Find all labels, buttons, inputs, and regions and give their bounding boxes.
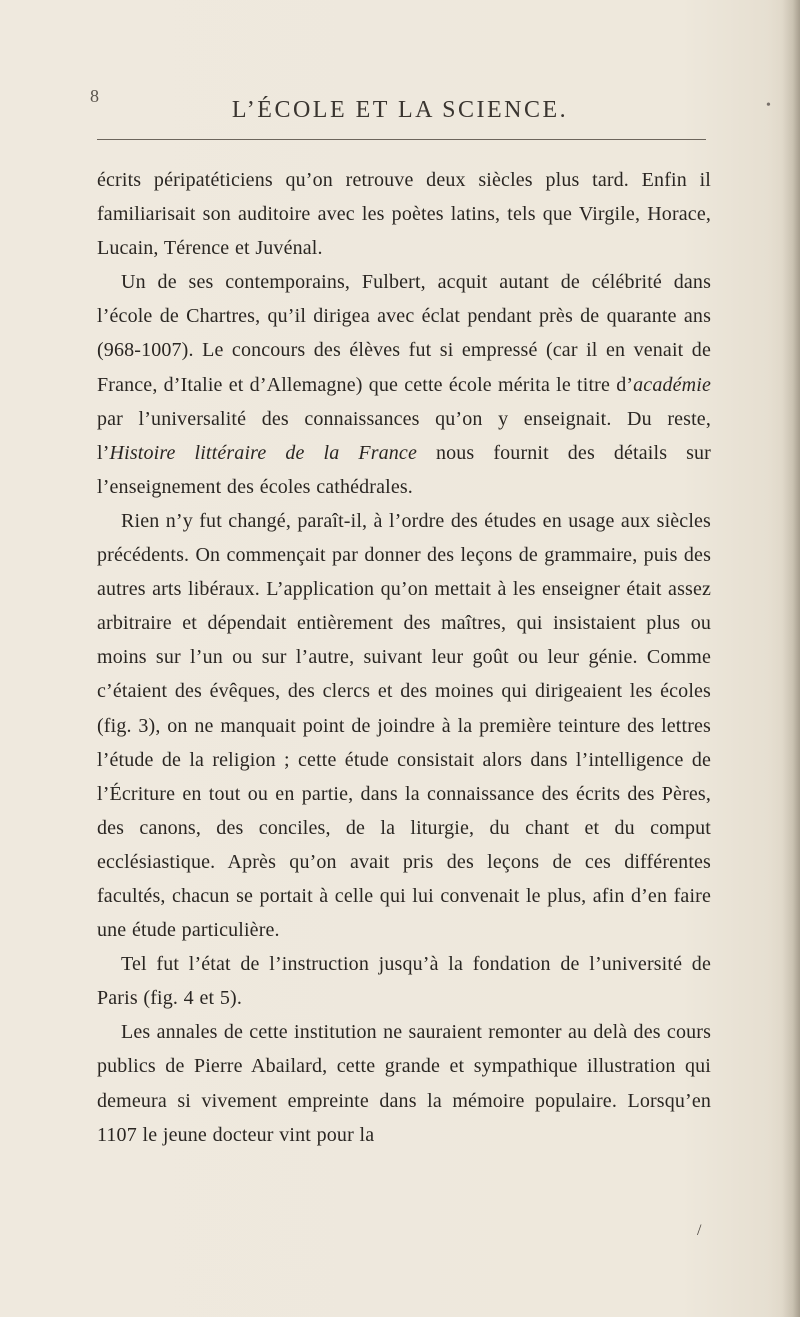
paragraph-text: Les annales de cette institution ne sauraient remonter au delà des cours publics de Pierre Abailard, cette grande et sympathique illustration qui demeura si vivement empreinte dans la mémoire populaire. Lorsqu’en 1107 le jeune docteur vint pour la bbox=[97, 1021, 711, 1146]
header-dot: • bbox=[766, 98, 771, 113]
running-title: L’ÉCOLE ET LA SCIENCE. bbox=[231, 97, 569, 123]
body-text bbox=[97, 163, 711, 1152]
paragraph-text: Rien n’y fut changé, paraît-il, à l’ordre des études en usage aux siècles précédents. On commençait par donner des leçons de grammaire, puis des autres arts libéraux. L’application qu’on mettait à les enseigner était assez arbitraire et dépendait entièrement des maîtres, qui insistaient plus ou moins sur l’un ou sur l’autre, suivant leur goût ou leur génie. Comme c’étaient des évêques, des clercs et des moines qui dirigeaient les écoles (fig. 3), on ne manquait point de joindre à la première teinture des lettres l’étude de la religion ; cette étude consistait alors dans l’intelligence de l’Écriture en tout ou en partie, dans la connaissance des écrits des Pères, des canons, des conciles, de la liturgie, du chant et du comput ecclésiastique. Après qu’on avait pris des leçons de ces différentes facultés, chacun se portait à celle qui lui convenait le plus, afin d’en faire une étude particulière. bbox=[97, 509, 711, 942]
paragraph-text: par l’universalité des connaissances qu’on y enseignait. Du reste, l’ bbox=[97, 407, 711, 464]
paragraph-text: nous fournit des détails sur l’enseignement des écoles cathédrales. bbox=[97, 441, 711, 498]
paragraph bbox=[97, 265, 711, 504]
paragraph bbox=[97, 947, 711, 1015]
page-edge-shadow bbox=[782, 0, 800, 1317]
paragraph bbox=[97, 163, 711, 265]
paragraph-text: écrits péripatéticiens qu’on retrouve deux siècles plus tard. Enfin il familiarisait son auditoire avec les poètes latins, tels que Virgile, Horace, Lucain, Térence et Juvénal. bbox=[97, 169, 711, 260]
page-number: 8 bbox=[90, 86, 100, 106]
header-rule bbox=[97, 139, 706, 140]
paragraph bbox=[97, 1015, 711, 1151]
paragraph-text: Un de ses contemporains, Fulbert, acquit autant de célébrité dans l’école de Chartres, qu’il dirigea avec éclat pendant près de quarante ans (968-1007). Le concours des élèves fut si empressé (car il en venait de France, d’Italie et d’Allemagne) que cette école mérita le titre d’ bbox=[97, 271, 711, 396]
italic-text: académie bbox=[633, 373, 711, 396]
paragraph bbox=[97, 504, 711, 947]
italic-text: Histoire littéraire de la France bbox=[109, 441, 417, 464]
footer-mark: / bbox=[697, 1222, 702, 1239]
paragraph-text: Tel fut l’état de l’instruction jusqu’à la fondation de l’université de Paris (fig. 4 et 5). bbox=[97, 953, 711, 1010]
